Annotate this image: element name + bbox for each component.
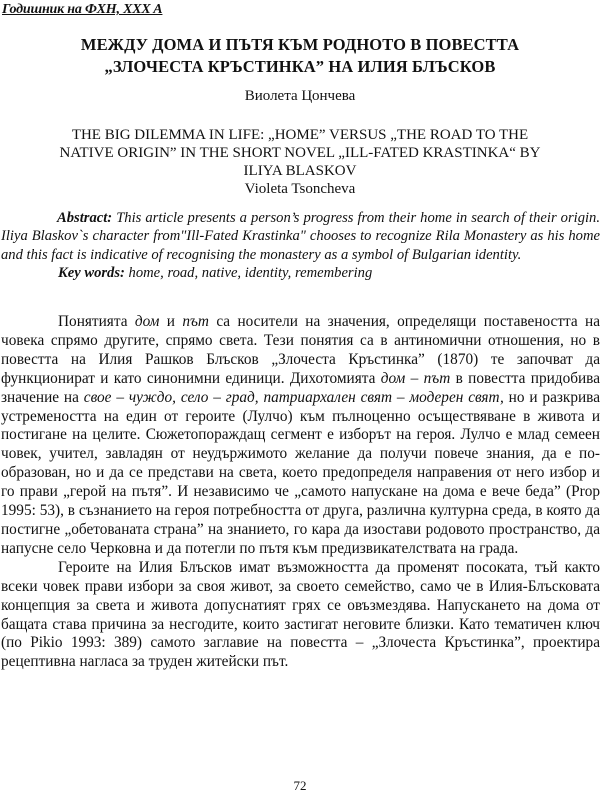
text-run: но и разкрива устремеността на един от героите (Лулчо) към пълноценно осъществяване в живота и постигане на целите. Сюжетопораждащ сегмент е изборът на героя. Лулчо е млад семеен човек, учител, завладян от неудържимото желание да получи повече знания, да е по-образован, но и да се представи на света, което предопределя направения от него избор и го прави „герой на пътя”. И независимо че „самото напускане на дома е вече беда” (Prop 1995: 53), в съзнанието на героя потребността от друга, различна културна среда, в която да постигне „обетованата страна” на знанието, го кара да изостави родовото пространство, да напусне село Черковна и да потегли по пътя към предизвикателствата на града.	[1, 388, 600, 557]
keywords-label: Key words:	[58, 265, 125, 282]
title-bg-line-2: „ЗЛОЧЕСТА КРЪСТИНКА” НА ИЛИЯ БЛЪСКОВ	[104, 57, 496, 76]
keywords-line	[1, 264, 600, 282]
page-number: 72	[293, 778, 307, 793]
abstract-text: This article presents a person’s progress from their home in search of their origin. Iliya Blaskov`s character from"Ill-Fated Krastinka" chooses to recognize Rila Monastery as his home and this fact is indicative of recognising the monastery as a symbol of Bulgarian identity.	[1, 210, 600, 263]
body-paragraph-1	[1, 313, 600, 559]
title-bg-line-1: МЕЖДУ ДОМА И ПЪТЯ КЪМ РОДНОТО В ПОВЕСТТА	[80, 35, 520, 54]
keywords-text: home, road, native, identity, remembering	[124, 265, 373, 282]
abstract-block	[1, 209, 600, 283]
text-run: в повестта придобива значение на	[1, 369, 600, 406]
title-en-line-3: ILIYA BLASKOV	[243, 163, 357, 179]
author-name-en: Violeta Tsoncheva	[244, 181, 356, 197]
italic-term: път	[182, 313, 209, 330]
author-name-bg: Виолета Цончева	[244, 88, 356, 104]
title-en-line-2: NATIVE ORIGIN” IN THE SHORT NOVEL „ILL-FATED KRASTINKA“ BY	[59, 145, 541, 161]
text-run: са носители на значения, определящи поставеността на човека спрямо другите, спрямо света. Тези понятия са в антиномични отношения, но в повестта на Илия Рашков Блъсков „Злочеста Кръстинка” (1870) те започват да функционират и като синонимни единици. Дихотомията	[1, 313, 600, 387]
text-run: Понятията	[58, 313, 135, 330]
body-text	[1, 313, 600, 672]
text-run: и	[159, 313, 183, 330]
italic-term: дом	[134, 313, 160, 330]
abstract-label: Abstract:	[57, 210, 113, 226]
body-paragraph-2: Героите на Илия Блъсков имат възможността да променят посоката, тъй както всеки човек прави избори за своя живот, за своето семейство, само че в Илия-Блъсковата концепция за света и живота допуснатият грях се овъзмездява. Напускането на дома от бащата става причина за несгодите, които застигат неговите близки. Като тематичен ключ (по Pikio 1993: 389) самото заглавие на повестта – „Злочеста Кръстинка”, проектира рецептивна нагласа за труден житейски път.	[1, 558, 600, 671]
title-en-line-1: THE BIG DILEMMA IN LIFE: „HOME” VERSUS „THE ROAD TO THE	[71, 127, 529, 143]
italic-term: дом – път	[380, 369, 451, 387]
running-head: Годишник на ФХН, XXX A	[2, 2, 163, 17]
article-title-en	[0, 126, 600, 198]
italic-term: свое – чуждо, село – град, патриархален свят – модерен свят,	[83, 388, 504, 406]
abstract-paragraph	[1, 209, 600, 264]
article-title-bg	[0, 34, 600, 78]
